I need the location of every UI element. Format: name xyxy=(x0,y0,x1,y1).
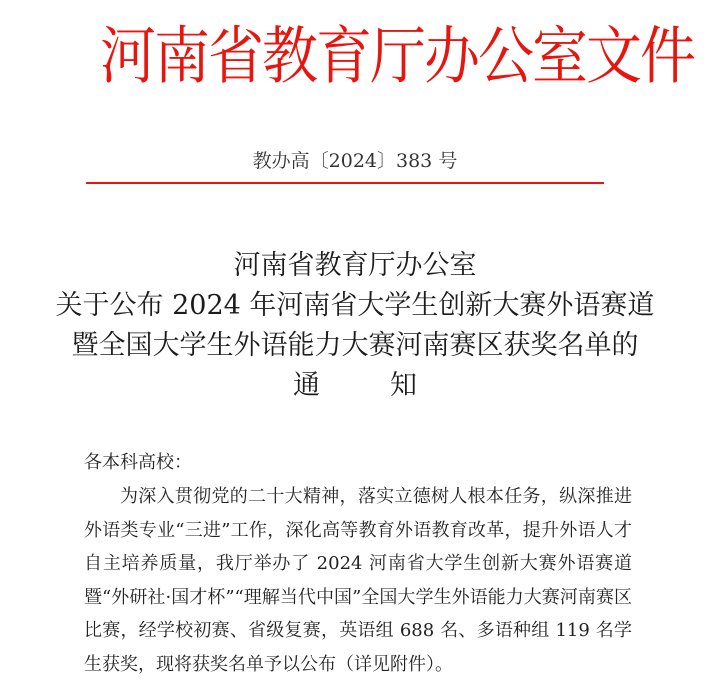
document-title xyxy=(0,246,710,406)
document-masthead: 河南省教育厅办公室文件 xyxy=(100,20,694,94)
title-line-4 xyxy=(0,366,710,406)
body-paragraph: 为深入贯彻党的二十大精神，落实立德树人根本任务，纵深推进外语类专业“三进”工作，深化高等教育外语教育改革，提升外语人才自主培养质量，我厅举办了 2024 河南省大学生创新大赛外语赛道暨“外研社·国才杯”“理解当代中国”全国大学生外语能力大赛河南赛区比赛，经学校初赛、省级复赛，英语组 688 名、多语种组 119 名学生获奖，现将获奖名单予以公布（详见附件）。 xyxy=(84,486,632,675)
red-divider-line xyxy=(86,182,604,184)
document-number: 教办高〔2024〕383 号 xyxy=(252,150,458,172)
body-text xyxy=(84,480,632,681)
title-line-3: 暨全国大学生外语能力大赛河南赛区获奖名单的 xyxy=(71,330,639,361)
title-line-1: 河南省教育厅办公室 xyxy=(233,250,477,281)
title-line-2: 关于公布 2024 年河南省大学生创新大赛外语赛道 xyxy=(55,290,655,321)
salutation: 各本科高校： xyxy=(84,452,192,473)
title-notice-char-2: 知 xyxy=(390,370,417,401)
title-notice-char-1: 通 xyxy=(293,370,320,401)
